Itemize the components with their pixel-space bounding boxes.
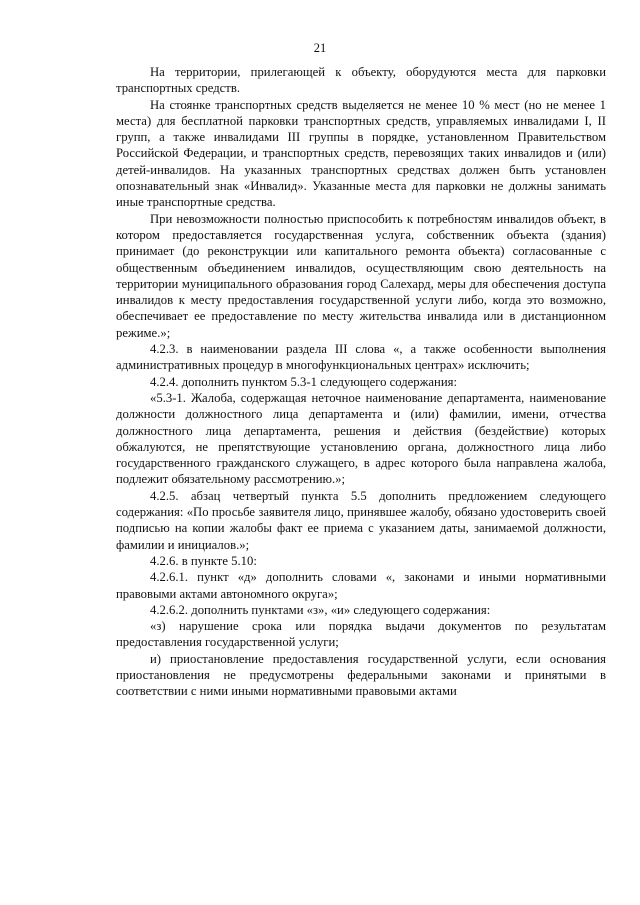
page-number: 21 (313, 41, 327, 55)
paragraph-item-i: и) приостановление предоставления государственной услуги, если основания приостановления не предусмотрены федеральными законами и принятыми в соответствии с ними иными нормативными правовыми актами (116, 651, 606, 699)
paragraph-4-2-5: 4.2.5. абзац четвертый пункта 5.5 дополнить предложением следующего содержания: «По просьбе заявителя лицо, принявшее жалобу, обязано удостоверить своей подписью на копии жалобы факт ее приема с указанием даты, занимаемой должности, фамилии и инициалов.»; (116, 488, 606, 552)
paragraph-parking-disabled: На стоянке транспортных средств выделяется не менее 10 % мест (но не менее 1 места) для бесплатной парковки транспортных средств, управляемых инвалидами I, II групп, а также инвалидами III группы в порядке, установленном Правительством Российской Федерации, и транспортных средств, перевозящих таких инвалидов и (или) детей-инвалидов. На указанных транспортных средствах должен быть установлен опознавательный знак «Инвалид». Указанные места для парковки не должны занимать иные транспортные средства. (116, 97, 606, 210)
paragraph-4-2-3: 4.2.3. в наименовании раздела III слова «, а также особенности выполнения административных процедур в многофункциональных центрах» исключить; (116, 342, 606, 373)
paragraph-4-2-6-2: 4.2.6.2. дополнить пунктами «з», «и» следующего содержания: (150, 602, 491, 617)
paragraph-4-2-4: 4.2.4. дополнить пунктом 5.3-1 следующего содержания: (150, 374, 457, 389)
paragraph-item-z: «з) нарушение срока или порядка выдачи документов по результатам предоставления государственной услуги; (116, 619, 606, 650)
body-text (116, 64, 606, 700)
paragraph-parking: На территории, прилегающей к объекту, оборудуются места для парковки транспортных средств. (116, 65, 606, 96)
paragraph-4-2-6: 4.2.6. в пункте 5.10: (150, 553, 257, 568)
paragraph-4-2-6-1: 4.2.6.1. пункт «д» дополнить словами «, законами и иными нормативными правовыми актами автономного округа»; (116, 570, 606, 601)
paragraph-5-3-1: «5.3-1. Жалоба, содержащая неточное наименование департамента, наименование должности должностного лица департамента и (или) фамилии, имени, отчества должностного лица департамента, решения и действия (бездействие) которых обжалуются, не препятствующие установлению органа, должностного лица либо государственного гражданского служащего, в адрес которого была направлена жалоба, подлежит обязательному рассмотрению.»; (116, 390, 606, 487)
paragraph-accessibility-measures: При невозможности полностью приспособить к потребностям инвалидов объект, в котором предоставляется государственная услуга, собственник объекта (здания) принимает (до реконструкции или капитального ремонта объекта) согласованные с общественным объединением инвалидов, осуществляющим свою деятельность на территории муниципального образования город Салехард, меры для обеспечения доступа инвалидов к месту предоставления государственной услуги либо, когда это возможно, обеспечивает ее предоставление по месту жительства инвалида или в дистанционном режиме.»; (116, 211, 606, 340)
